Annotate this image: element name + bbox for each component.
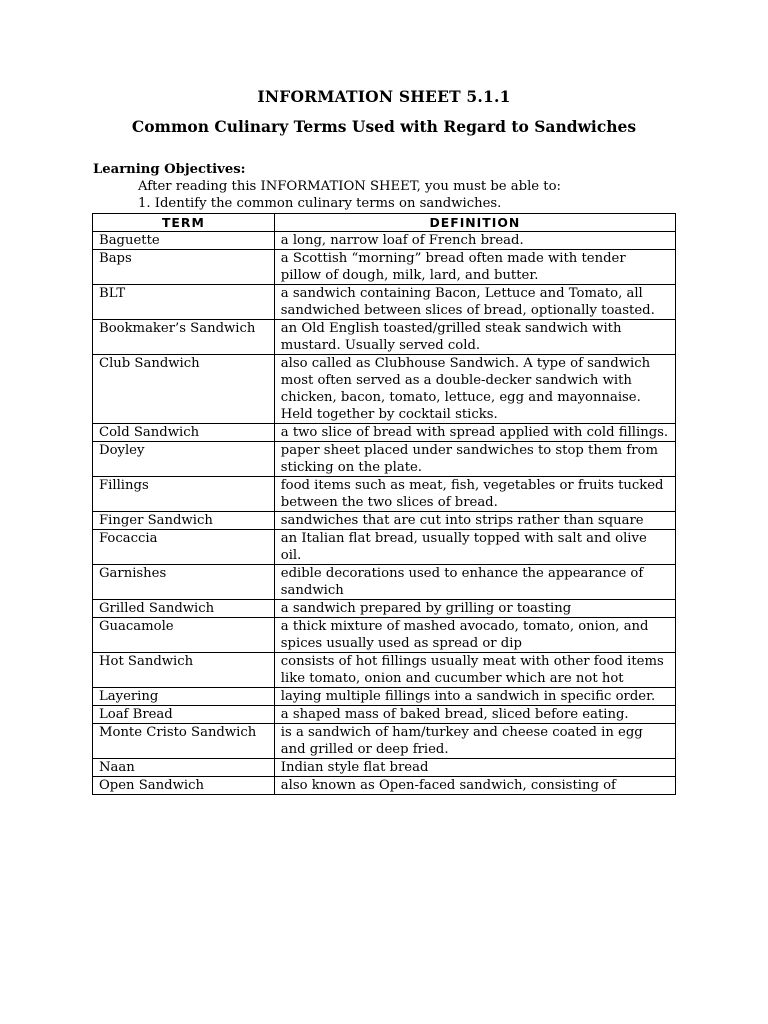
table-header-row: [93, 214, 676, 232]
term-cell: Finger Sandwich: [93, 512, 275, 530]
definition-cell: is a sandwich of ham/turkey and cheese coated in egg and grilled or deep fried.: [274, 724, 675, 759]
table-body: [93, 232, 676, 795]
table-row: [93, 759, 676, 777]
definition-cell: sandwiches that are cut into strips rather than square: [274, 512, 675, 530]
definition-cell: Indian style flat bread: [274, 759, 675, 777]
table-row: [93, 777, 676, 795]
definition-cell: a Scottish “morning” bread often made with tender pillow of dough, milk, lard, and butter.: [274, 250, 675, 285]
table-row: [93, 618, 676, 653]
term-cell: Monte Cristo Sandwich: [93, 724, 275, 759]
table-row: [93, 653, 676, 688]
term-cell: Naan: [93, 759, 275, 777]
table-row: [93, 688, 676, 706]
table-row: [93, 724, 676, 759]
definition-cell: laying multiple fillings into a sandwich in specific order.: [274, 688, 675, 706]
term-cell: Baguette: [93, 232, 275, 250]
definition-cell: a sandwich containing Bacon, Lettuce and Tomato, all sandwiched between slices of bread, optionally toasted.: [274, 285, 675, 320]
term-cell: Grilled Sandwich: [93, 600, 275, 618]
objective-item: 1. Identify the common culinary terms on sandwiches.: [138, 196, 502, 211]
term-cell: Doyley: [93, 442, 275, 477]
definition-cell: an Italian flat bread, usually topped with salt and olive oil.: [274, 530, 675, 565]
term-cell: Focaccia: [93, 530, 275, 565]
column-header-term: TERM: [93, 214, 275, 232]
definition-cell: a two slice of bread with spread applied with cold fillings.: [274, 424, 675, 442]
table-row: [93, 706, 676, 724]
table-row: [93, 285, 676, 320]
term-cell: Fillings: [93, 477, 275, 512]
table-row: [93, 442, 676, 477]
table-row: [93, 232, 676, 250]
definition-cell: paper sheet placed under sandwiches to stop them from sticking on the plate.: [274, 442, 675, 477]
term-cell: Baps: [93, 250, 275, 285]
term-cell: Bookmaker’s Sandwich: [93, 320, 275, 355]
definition-cell: consists of hot fillings usually meat with other food items like tomato, onion and cucumber which are not hot: [274, 653, 675, 688]
definition-cell: also called as Clubhouse Sandwich. A type of sandwich most often served as a double-decker sandwich with chicken, bacon, tomato, lettuce, egg and mayonnaise. Held together by cocktail sticks.: [274, 355, 675, 424]
page-subtitle: Common Culinary Terms Used with Regard to Sandwiches: [131, 117, 637, 136]
table-row: [93, 250, 676, 285]
definition-cell: a thick mixture of mashed avocado, tomato, onion, and spices usually used as spread or dip: [274, 618, 675, 653]
term-cell: Loaf Bread: [93, 706, 275, 724]
term-cell: Guacamole: [93, 618, 275, 653]
definition-cell: also known as Open-faced sandwich, consisting of: [274, 777, 675, 795]
table-row: [93, 477, 676, 512]
terms-table: [92, 213, 676, 795]
definition-cell: an Old English toasted/grilled steak sandwich with mustard. Usually served cold.: [274, 320, 675, 355]
column-header-definition: DEFINITION: [274, 214, 675, 232]
term-cell: Club Sandwich: [93, 355, 275, 424]
term-cell: Hot Sandwich: [93, 653, 275, 688]
table-row: [93, 355, 676, 424]
table-row: [93, 600, 676, 618]
learning-objectives: [93, 161, 561, 212]
table-row: [93, 530, 676, 565]
definition-cell: edible decorations used to enhance the appearance of sandwich: [274, 565, 675, 600]
table-row: [93, 424, 676, 442]
definition-cell: a long, narrow loaf of French bread.: [274, 232, 675, 250]
definition-cell: food items such as meat, fish, vegetables or fruits tucked between the two slices of bread.: [274, 477, 675, 512]
term-cell: Layering: [93, 688, 275, 706]
table-row: [93, 320, 676, 355]
definition-cell: a sandwich prepared by grilling or toasting: [274, 600, 675, 618]
table-row: [93, 512, 676, 530]
term-cell: Garnishes: [93, 565, 275, 600]
term-cell: Cold Sandwich: [93, 424, 275, 442]
definition-cell: a shaped mass of baked bread, sliced before eating.: [274, 706, 675, 724]
objectives-heading: Learning Objectives:: [93, 162, 246, 177]
table-row: [93, 565, 676, 600]
term-cell: Open Sandwich: [93, 777, 275, 795]
page-title: INFORMATION SHEET 5.1.1: [257, 87, 511, 106]
term-cell: BLT: [93, 285, 275, 320]
objectives-intro: After reading this INFORMATION SHEET, you must be able to:: [138, 179, 561, 194]
